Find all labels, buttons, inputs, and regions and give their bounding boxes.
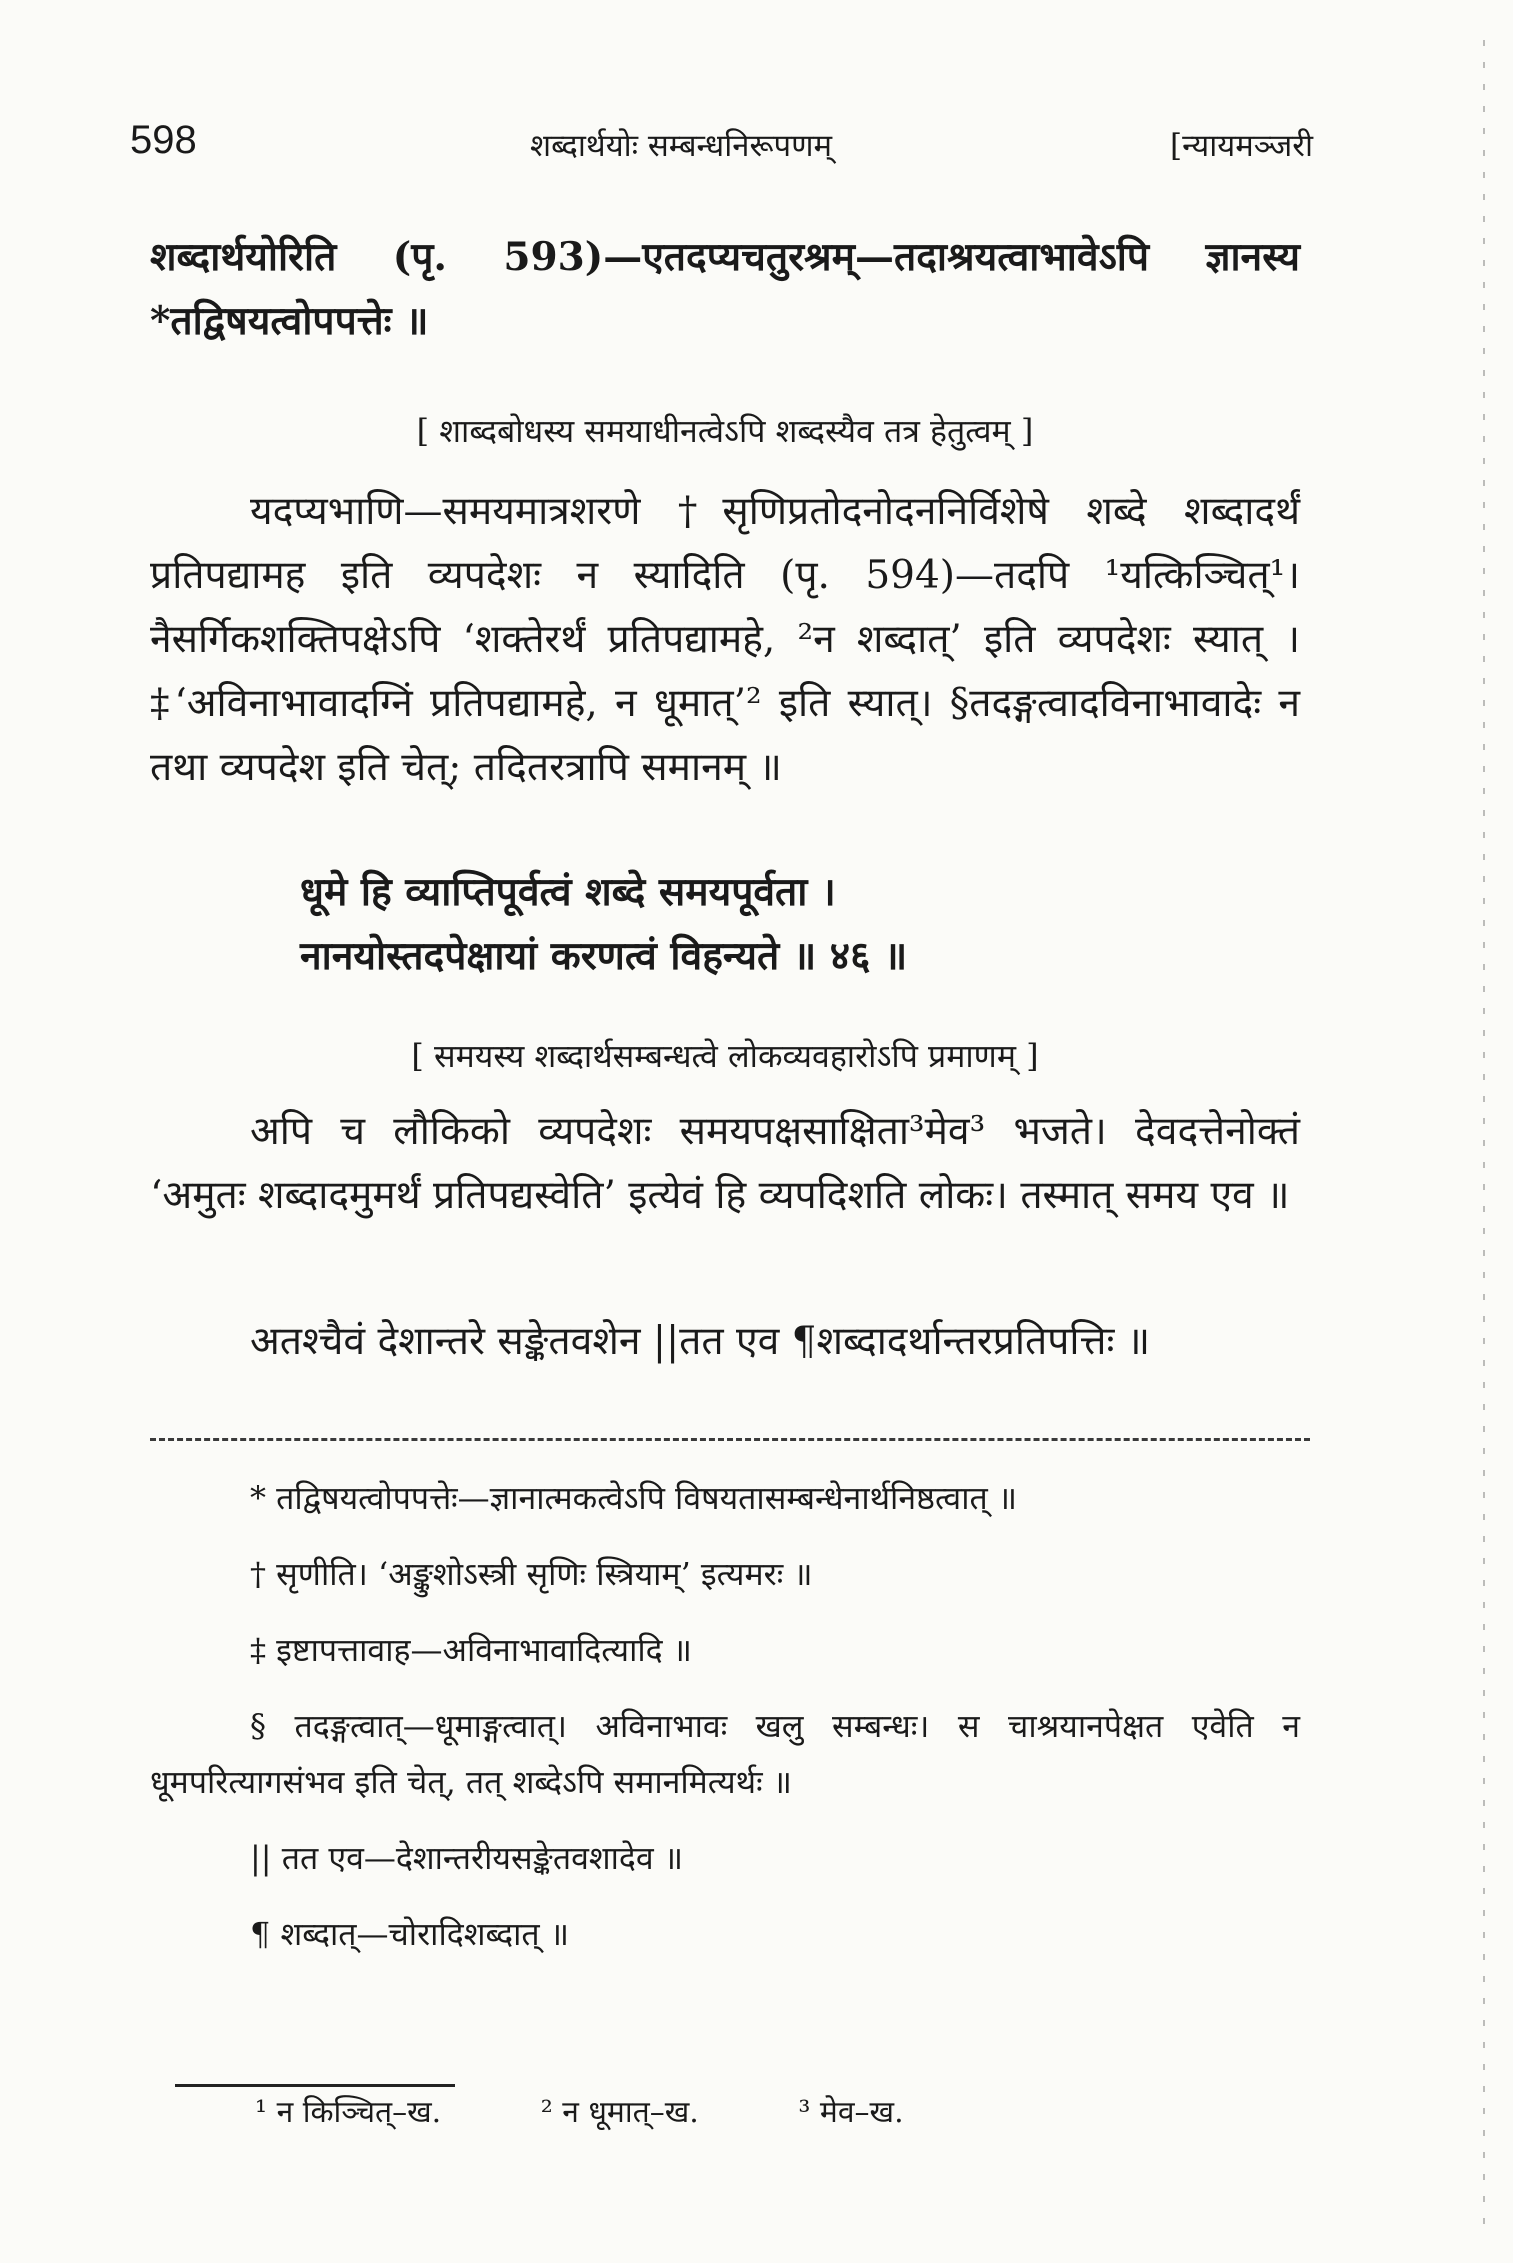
paragraph-1 [150,225,1300,353]
footnote-section: § तदङ्गत्वात्—धूमाङ्गत्वात्। अविनाभावः खलु सम्बन्धः। स चाश्रयानपेक्षत एवेति न धूमपरित्यागसंभव इति चेत्, तत् शब्देऽपि समानमित्यर्थः ॥ [150,1707,1300,1801]
section-heading-1: [ शाब्दबोधस्य समयाधीनत्वेऽपि शब्दस्यैव तत्र हेतुत्वम् ] [416,412,1034,450]
footnotes [150,1470,1300,1982]
variant-1: ¹ न किञ्चित्–ख. [255,2095,442,2130]
book-title: [न्यायमञ्जरी [1170,128,1313,164]
paragraph-3 [150,1100,1300,1228]
paragraph-4-text: अतश्चैवं देशान्तरे सङ्केतवशेन ||तत एव ¶शब्दादर्थान्तरप्रतिपत्तिः ॥ [250,1319,1151,1364]
footnote-parallel: || तत एव—देशान्तरीयसङ्केतवशादेव ॥ [250,1839,684,1877]
section-heading-2: [ समयस्य शब्दार्थसम्बन्धत्वे लोकव्यवहारोऽपि प्रमाणम् ] [411,1037,1039,1075]
variant-readings [255,2088,1155,2138]
footnote-dagger: † सृणीति। ‘अङ्कुशोऽस्त्री सृणिः स्त्रियाम्’ इत्यमरः ॥ [250,1555,813,1593]
variant-2: ² न धूमात्–ख. [540,2095,699,2130]
footnote-asterisk: * तद्विषयत्वोपपत्तेः—ज्ञानात्मकत्वेऽपि विषयतासम्बन्धेनार्थनिष्ठत्वात् ॥ [250,1479,1018,1517]
paragraph-3-text: अपि च लौकिको व्यपदेशः समयपक्षसाक्षिता³मेव³ भजते। देवदत्तेनोक्तं ‘अमुतः शब्दादमुमर्थं प्रतिपद्यस्वेति’ इत्येवं हि व्यपदिशति लोकः। तस्मात् समय एव ॥ [150,1109,1300,1218]
running-header [130,118,1313,178]
paragraph-2-text: यदप्यभाणि—समयमात्रशरणे †सृणिप्रतोदनोदननिर्विशेषे शब्दे शब्दादर्थं प्रतिपद्यामह इति व्यपदेशः न स्यादिति (पृ. 594)—तदपि ¹यत्किञ्चित्¹। नैसर्गिकशक्तिपक्षेऽपि ‘शक्तेरर्थं प्रतिपद्यामहे, ²न शब्दात्’ इति व्यपदेशः स्यात् ।‡‘अविनाभावादग्निं प्रतिपद्यामहे, न धूमात्’² इति स्यात्। §तदङ्गत्वादविनाभावादेः न तथा व्यपदेश इति चेत्; तदितरत्रापि समानम् ॥ [150,489,1300,790]
page-edge-marks [1483,40,1485,2240]
verse-46 [300,860,1200,988]
running-title: शब्दार्थयोः सम्बन्धनिरूपणम् [530,128,833,164]
paragraph-1-text: शब्दार्थयोरिति (पृ. 593)—एतदप्यचतुरश्रम्—तदाश्रयत्वाभावेऽपि ज्ञानस्य *तद्विषयत्वोपपत्तेः ॥ [150,234,1300,344]
verse-line-1: धूमे हि व्याप्तिपूर्वत्वं शब्दे समयपूर्वता । [300,869,836,915]
footnote-double-dagger: ‡ इष्टापत्तावाह—अविनाभावादित्यादि ॥ [250,1631,692,1669]
footnote-pilcrow: ¶ शब्दात्—चोरादिशब्दात् ॥ [250,1915,570,1953]
paragraph-2 [150,480,1300,800]
verse-line-2: नानयोस्तदपेक्षायां करणत्वं विहन्यते ॥ ४६ ॥ [300,933,908,979]
footnote-separator [150,1438,1310,1441]
page-number: 598 [130,118,197,162]
variant-rule [175,2084,455,2087]
paragraph-4 [150,1310,1300,1374]
variant-3: ³ मेव–ख. [798,2095,904,2130]
